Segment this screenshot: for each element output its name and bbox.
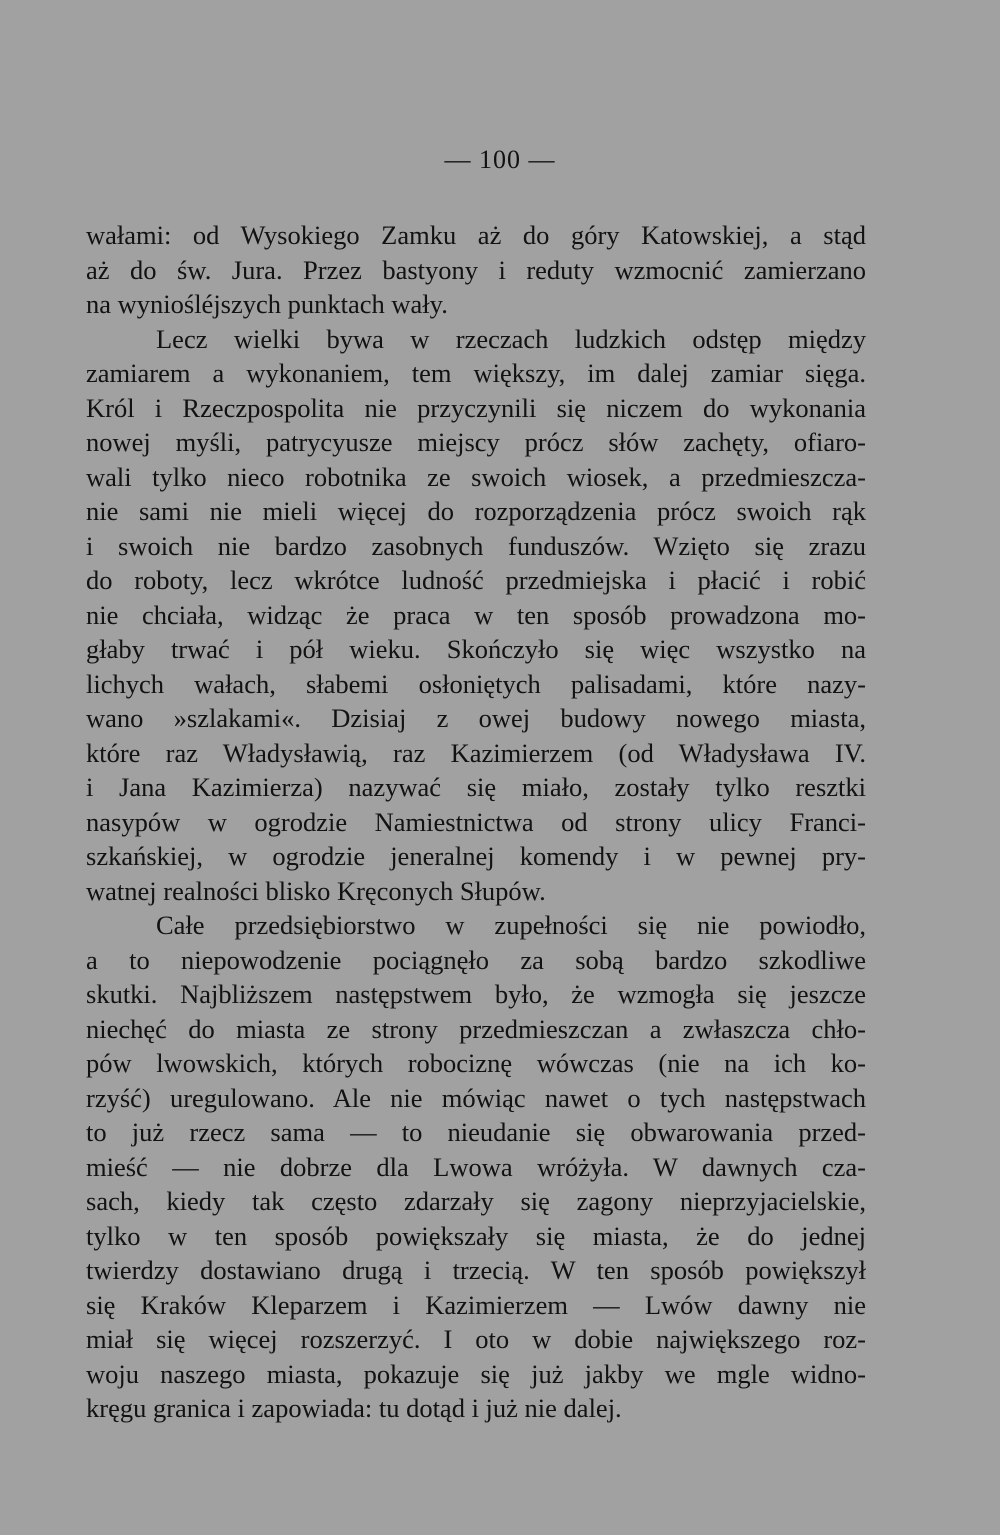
text-line: watnej realności blisko Kręconych Słupów. (86, 875, 546, 906)
text-line: nasypów w ogrodzie Namiestnictwa od strony ulicy Franci- (86, 806, 866, 837)
paragraph-start-line: Lecz wielki bywa w rzeczach ludzkich odstęp między (156, 323, 866, 354)
text-line: głaby trwać i pół wieku. Skończyło się więc wszystko na (86, 634, 866, 664)
text-line: nie chciała, widząc że praca w ten sposób prowadzona mo- (86, 599, 866, 630)
text-line: szkańskiej, w ogrodzie jeneralnej komendy i w pewnej pry- (86, 841, 866, 871)
text-line: wałami: od Wysokiego Zamku aż do góry Katowskiej, a stąd (86, 220, 866, 250)
page-number: — 100 — (444, 145, 556, 174)
text-line: nowej myśli, patrycyusze miejscy prócz słów zachęty, ofiaro- (86, 427, 866, 457)
text-line: pów lwowskich, których robociznę wówczas (nie na ich ko- (86, 1048, 866, 1078)
text-line: zamiarem a wykonaniem, tem większy, im dalej zamiar sięga. (86, 358, 866, 388)
text-line: się Kraków Kleparzem i Kazimierzem — Lwów dawny nie (86, 1289, 866, 1320)
text-line: nie sami nie mieli więcej do rozporządzenia prócz swoich rąk (86, 496, 866, 526)
text-line: do roboty, lecz wkrótce ludność przedmiejska i płacić i robić (86, 565, 866, 595)
text-line: skutki. Najbliższem następstwem było, że wzmogła się jeszcze (86, 979, 866, 1009)
text-line: i swoich nie bardzo zasobnych funduszów. Wzięto się zrazu (86, 530, 866, 561)
text-line: lichych wałach, słabemi osłoniętych palisadami, które nazy- (86, 668, 866, 699)
text-line: aż do św. Jura. Przez bastyony i reduty wzmocnić zamierzano (86, 254, 866, 285)
text-line: Król i Rzeczpospolita nie przyczynili się niczem do wykonania (86, 392, 866, 423)
text-line: woju naszego miasta, pokazuje się już jakby we mgle widno- (86, 1358, 866, 1389)
text-line: a to niepowodzenie pociągnęło za sobą bardzo szkodliwe (86, 944, 866, 975)
text-line: niechęć do miasta ze strony przedmieszczan a zwłaszcza chło- (86, 1013, 866, 1044)
text-line: które raz Władysławią, raz Kazimierzem (od Władysława IV. (86, 737, 866, 768)
text-line: twierdzy dostawiano drugą i trzecią. W ten sposób powiększył (86, 1255, 866, 1285)
text-line: rzyść) uregulowano. Ale nie mówiąc nawet o tych następstwach (86, 1082, 866, 1113)
body-text (86, 218, 866, 1426)
text-line: wano »szlakami«. Dzisiaj z owej budowy nowego miasta, (86, 703, 866, 733)
text-line: tylko w ten sposób powiększały się miasta, że do jednej (86, 1220, 866, 1251)
text-line: sach, kiedy tak często zdarzały się zagony nieprzyjacielskie, (86, 1186, 866, 1216)
text-line: miał się więcej rozszerzyć. I oto w dobie największego roz- (86, 1324, 866, 1354)
text-line: wali tylko nieco robotnika ze swoich wiosek, a przedmieszcza- (86, 461, 866, 492)
text-line: kręgu granica i zapowiada: tu dotąd i już nie dalej. (86, 1393, 622, 1423)
text-line: mieść — nie dobrze dla Lwowa wróżyła. W dawnych cza- (86, 1151, 866, 1182)
text-line: to już rzecz sama — to nieudanie się obwarowania przed- (86, 1117, 866, 1147)
text-line: i Jana Kazimierza) nazywać się miało, zostały tylko resztki (86, 772, 866, 802)
paragraph-start-line: Całe przedsiębiorstwo w zupełności się nie powiodło, (156, 910, 866, 940)
text-line: na wyniośléjszych punktach wały. (86, 289, 448, 319)
